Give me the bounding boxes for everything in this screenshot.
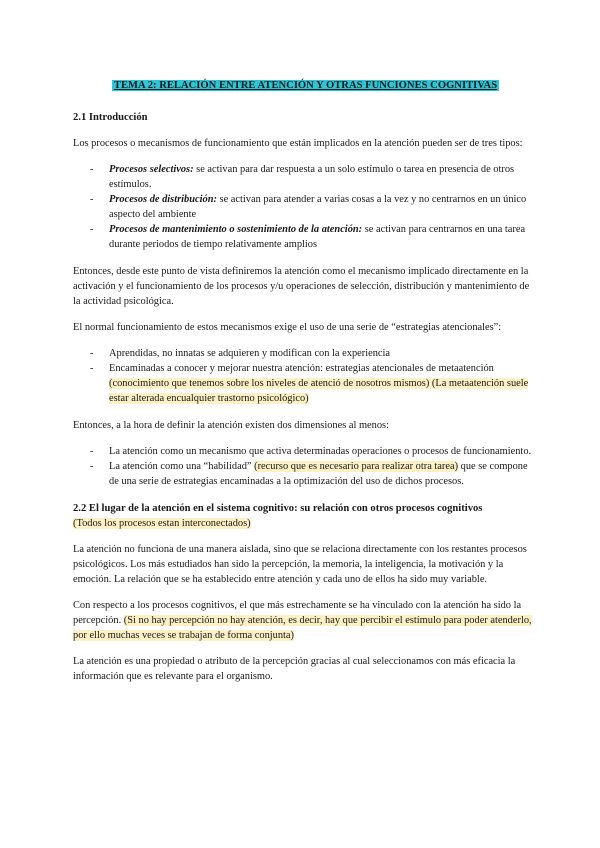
section-2-paragraph-1: La atención no funciona de una manera aislada, sino que se relaciona directamente con los restantes procesos psicológicos. Los más estudiados han sido la percepción, la memoria, la inteligencia, la motivación y la emoción. La relación que se ha establecido entre atención y cada uno de ellos ha sido muy variable. xyxy=(73,544,527,585)
list-item: - Procesos de mantenimiento o sostenimiento de la atención: se activan para centrarnos en una tarea durante periodos de tiempo relativamente amplios xyxy=(109,222,538,252)
dimensions-list xyxy=(73,444,538,489)
process-type-list xyxy=(73,162,538,252)
section-2-paragraph-3: La atención es una propiedad o atributo de la percepción gracias al cual seleccionamos con más eficacia la información que es relevante para el organismo. xyxy=(73,656,516,682)
list-item: - La atención como una “habilidad” (recurso que es necesario para realizar otra tarea) que se compone de una serie de estrategias encaminadas a la optimización del uso de dichos procesos. xyxy=(109,459,538,489)
section-1-intro: Los procesos o mecanismos de funcionamiento que están implicados en la atención pueden ser de tres tipos: xyxy=(73,138,523,149)
title-text: TEMA 2: RELACIÓN ENTRE ATENCIÓN Y OTRAS FUNCIONES COGNITIVAS xyxy=(113,80,498,91)
list-item: - Procesos de distribución: se activan para atender a varias cosas a la vez y no centrarnos en un único aspecto del ambiente xyxy=(109,192,538,222)
highlighted-note: (Si no hay percepción no hay atención, es decir, hay que percibir el estímulo para poder atenderlo, por ello muchas veces se trabajan de forma conjunta) xyxy=(73,615,532,641)
section-1-heading: 2.1 Introducción xyxy=(73,112,148,123)
list-item: - Aprendidas, no innatas se adquieren y modifican con la experiencia xyxy=(109,346,538,361)
list-item: - La atención como un mecanismo que activa determinadas operaciones o procesos de funcionamiento. xyxy=(109,444,538,459)
list-item: - Procesos selectivos: se activan para dar respuesta a un solo estímulo o tarea en presencia de otros estímulos. xyxy=(109,162,538,192)
highlighted-note: (recurso que es necesario para realizar otra tarea) xyxy=(254,461,459,472)
list-item: - Encaminadas a conocer y mejorar nuestra atención: estrategias atencionales de metaatención (conocimiento que tenemos sobre los niveles de atenció de nosotros mismos) (La metaatención suele estar alterada encualquier trastorno psicológico) xyxy=(109,361,538,406)
strategies-paragraph: El normal funcionamiento de estos mecanismos exige el uso de una serie de “estrategias atencionales”: xyxy=(73,322,502,333)
section-2-subnote: (Todos los procesos estan interconectados) xyxy=(73,518,251,529)
section-2-paragraph-2: Con respecto a los procesos cognitivos, el que más estrechamente se ha vinculado con la atención ha sido la percepción. (Si no hay percepción no hay atención, es decir, hay que percibir el estímulo para poder atenderlo, por ello muchas veces se trabajan de forma conjunta) xyxy=(73,600,532,641)
page-title xyxy=(73,78,538,93)
highlighted-note: (conocimiento que tenemos sobre los niveles de atenció de nosotros mismos) (La metaatención suele estar alterada encualquier trastorno psicológico) xyxy=(109,378,529,404)
definition-paragraph: Entonces, desde este punto de vista definiremos la atención como el mecanismo implicado directamente en la activación y el funcionamiento de los procesos y/u operaciones de selección, distribución y mantenimiento de la actividad psicológica. xyxy=(73,266,530,307)
dimensions-paragraph: Entonces, a la hora de definir la atención existen dos dimensiones al menos: xyxy=(73,420,389,431)
section-2-header xyxy=(73,501,538,531)
section-2-heading: 2.2 El lugar de la atención en el sistema cognitivo: su relación con otros procesos cognitivos xyxy=(73,503,483,514)
strategies-list xyxy=(73,346,538,406)
